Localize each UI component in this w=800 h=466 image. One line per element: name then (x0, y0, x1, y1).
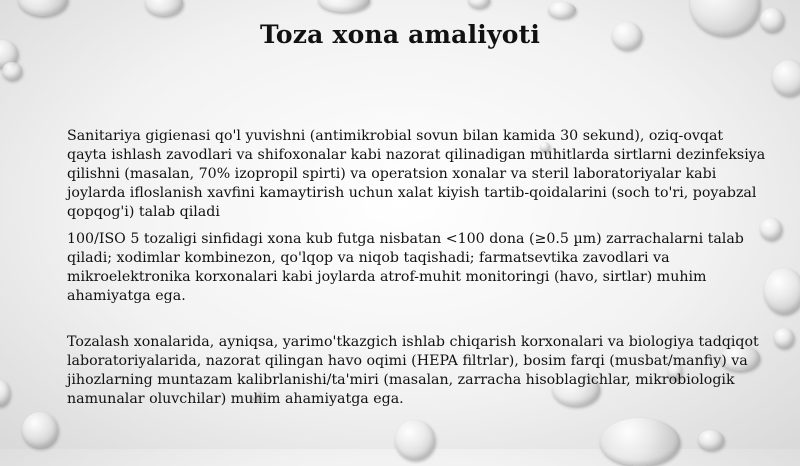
paragraph-cleanroom-control: Tozalash xonalarida, ayniqsa, yarimo'tkazgich ishlab chiqarish korxonalari va biologiya tadqiqot laboratoriyalarida, nazorat qilingan havo oqimi (HEPA filtrlar), bosim farqi (musbat/manfiy) va jihozlarning muntazam kalibrlanishi/ta'miri (masalan, zarracha hisoblagichlar, mikrobiologik namunalar oluvchilar) muhim ahamiyatga ega. (67, 334, 759, 407)
droplet (772, 60, 800, 96)
droplet (468, 0, 490, 8)
droplet (548, 2, 576, 18)
droplet (600, 418, 680, 466)
droplet (2, 62, 22, 80)
droplet (0, 380, 10, 406)
paragraph-sanitation: Sanitariya gigienasi qo'l yuvishni (antimikrobial sovun bilan kamida 30 sekund), oziq-ovqat qayta ishlash zavodlari va shifoxonalar kabi nazorat qilinadigan muhitlarda sirtlarni dezinfeksiya qilishni (masalan, 70% izopropil spirti) va operatsion xonalar va steril laboratoriyalar kabi joylarda ifloslanish xavfini kamaytirish uchun xalat kiyish tartib-qoidalarini (soch to'ri, poyabzal qopqog'i) talab qiladi (67, 128, 766, 220)
droplet (145, 0, 183, 16)
droplet (22, 412, 58, 448)
droplet (395, 420, 435, 460)
droplet (18, 0, 68, 16)
slide-title: Toza xona amaliyoti (259, 20, 541, 49)
droplet (698, 430, 724, 450)
droplet (774, 328, 794, 348)
droplet (318, 0, 370, 12)
droplet (764, 268, 800, 314)
paragraph-iso5: 100/ISO 5 tozaligi sinfidagi xona kub futga nisbatan <100 dona (≥0.5 µm) zarrachalarni talab qiladi; xodimlar kombinezon, qo'lqop va niqob taqishadi; farmatsevtika zavodlari va mikroelektronika korxonalari kabi joylarda atrof-muhit monitoringi (havo, sirtlar) muhim ahamiyatga ega. (67, 231, 744, 304)
